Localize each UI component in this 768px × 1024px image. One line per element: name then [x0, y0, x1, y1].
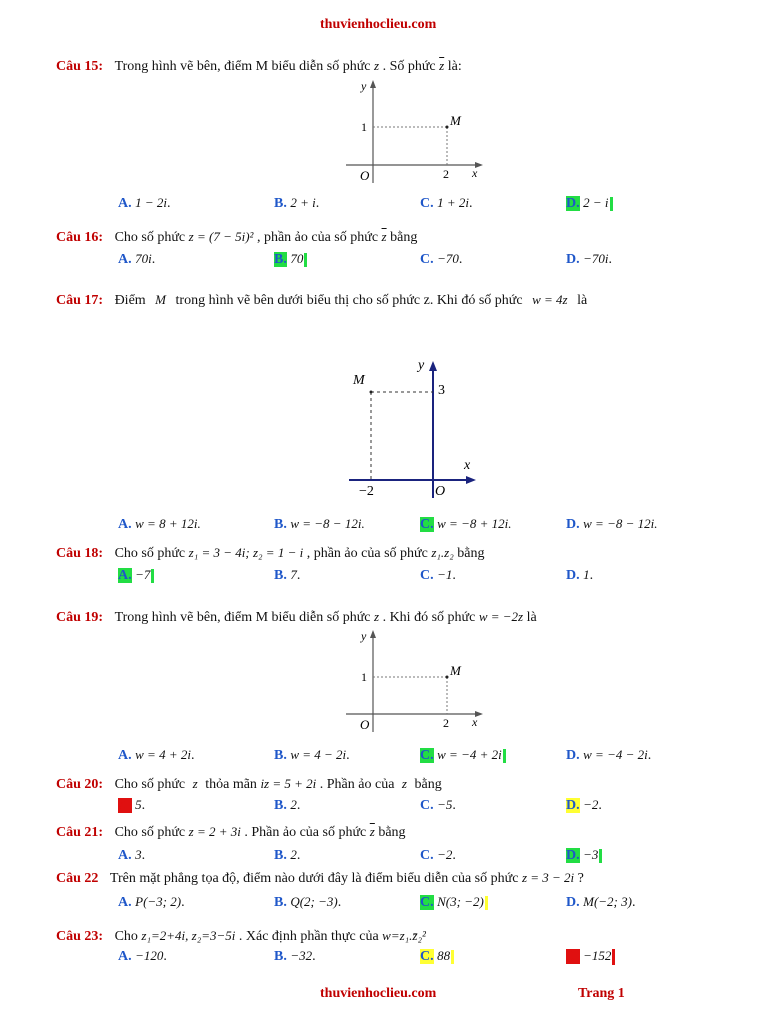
header-site-tld: .com	[407, 17, 437, 32]
question-23	[56, 928, 426, 945]
question-label: Câu 22	[56, 871, 99, 886]
question-text: Cho số phức	[114, 777, 186, 792]
question-text: Cho số phức	[114, 546, 186, 561]
math-expr: z₁.z₂	[431, 545, 454, 560]
math-m: M	[155, 292, 167, 307]
question-text: . Khi đó số phức	[382, 610, 476, 625]
y-axis-arrow	[370, 80, 376, 88]
q19-option-a[interactable]: A. w = 4 + 2i.	[118, 747, 195, 763]
math-expr: w=z₁.z̄₂²	[382, 928, 426, 943]
q15-option-c[interactable]: C. 1 + 2i.	[420, 195, 473, 211]
highlight-mark	[304, 253, 307, 267]
q16-option-c[interactable]: C. −70.	[420, 251, 463, 267]
q15-option-a[interactable]: A. 1 − 2i.	[118, 195, 171, 211]
origin-label: O	[360, 168, 370, 183]
question-text: . Phần ảo của số phức	[244, 825, 367, 840]
header-site-name: thuvienhoclieu	[320, 17, 408, 32]
question-20	[56, 776, 442, 793]
q19-option-b[interactable]: B. w = 4 − 2i.	[274, 747, 350, 763]
math-expr: z = 2 + 3i	[188, 824, 241, 839]
highlight-mark	[451, 950, 454, 964]
y-label: y	[361, 629, 367, 643]
point-m	[446, 676, 449, 679]
question-text: Trong hình vẽ bên, điểm M biểu diễn số phức	[114, 610, 371, 625]
y-axis-arrow	[429, 361, 437, 371]
point-m	[446, 126, 449, 129]
question-22	[56, 870, 584, 887]
q17-option-a[interactable]: A. w = 8 + 12i.	[118, 516, 201, 532]
q23-option-c[interactable]: C. 88	[420, 948, 454, 965]
question-text: ?	[577, 871, 584, 886]
q15-option-d[interactable]: D. 2 − i	[566, 195, 613, 212]
question-text: bằng	[378, 825, 406, 840]
math-z: z	[374, 58, 380, 73]
origin-label: O	[360, 717, 370, 732]
question-text: Điểm	[114, 293, 146, 308]
highlight-mark	[485, 896, 488, 910]
q20-option-b[interactable]: B. 2.	[274, 797, 301, 813]
q22-option-d[interactable]: D. M(−2; 3).	[566, 894, 636, 910]
q23-option-a[interactable]: A. −120.	[118, 948, 167, 964]
question-label: Câu 16:	[56, 230, 104, 245]
graph-q17	[345, 355, 480, 503]
question-label: Câu 20:	[56, 777, 104, 792]
x-axis-arrow	[466, 476, 476, 484]
question-15	[56, 58, 462, 75]
q18-option-c[interactable]: C. −1.	[420, 567, 456, 583]
x-label: x	[472, 715, 478, 729]
math-zbar: $\overline{z}$	[369, 824, 375, 839]
point-m	[370, 391, 373, 394]
question-text: thỏa mãn	[205, 777, 257, 792]
footer-site-name: thuvienhoclieu	[320, 986, 408, 1001]
origin-label: O	[435, 484, 446, 499]
question-text: là:	[447, 59, 462, 74]
y-label: y	[418, 358, 425, 373]
question-label: Câu 18:	[56, 546, 104, 561]
question-text: trong hình vẽ bên dưới biểu thị cho số phức z. Khi đó số phức	[175, 293, 523, 308]
question-text: . Xác định phần thực của	[238, 929, 379, 944]
question-text: Cho số phức	[114, 825, 186, 840]
question-text: Cho	[114, 929, 138, 944]
q22-option-a[interactable]: A. P(−3; 2).	[118, 894, 185, 910]
question-text: là	[577, 293, 588, 308]
point-label-m: M	[353, 373, 365, 388]
highlight-mark	[503, 749, 506, 763]
math-zbar: $\overline{z}$	[439, 58, 445, 73]
highlight-mark	[151, 569, 154, 583]
q20-option-d[interactable]: D. −2.	[566, 797, 602, 813]
graph-q15	[340, 78, 490, 188]
q21-option-d[interactable]: D. −3	[566, 847, 602, 864]
header-site	[320, 17, 436, 33]
math-expr: z₁=2+4i, z₂=3−5i	[141, 928, 236, 943]
footer-site-tld: .com	[407, 986, 437, 1001]
question-19	[56, 609, 537, 626]
tick-label-3: 3	[438, 383, 445, 398]
q21-option-b[interactable]: B. 2.	[274, 847, 301, 863]
question-text: bằng	[414, 777, 442, 792]
math-expr: w = 4z	[532, 292, 568, 307]
question-text: . Số phức	[382, 59, 436, 74]
q17-option-c[interactable]: C. w = −8 + 12i.	[420, 516, 512, 532]
page-number: Trang 1	[578, 986, 625, 1001]
math-expr: z = 3 − 2i	[521, 870, 575, 885]
question-text: . Phần ảo của	[319, 777, 395, 792]
point-label-m: M	[450, 113, 461, 128]
q18-option-d[interactable]: D. 1.	[566, 567, 594, 583]
q20-option-c[interactable]: C. −5.	[420, 797, 456, 813]
math-z: z	[374, 609, 380, 624]
q16-option-a[interactable]: A. 70i.	[118, 251, 156, 267]
q17-option-b[interactable]: B. w = −8 − 12i.	[274, 516, 365, 532]
y-axis-arrow	[370, 630, 376, 638]
graph-q19	[340, 628, 490, 736]
q20-option-a[interactable]: A. 5.	[118, 797, 146, 813]
question-label: Câu 19:	[56, 610, 104, 625]
y-label: y	[361, 79, 367, 93]
question-text: , phần ảo của số phức	[256, 230, 379, 245]
question-text: , phần ảo của số phức	[306, 546, 428, 561]
question-text: Trên mặt phẳng tọa độ, điểm nào dưới đây là điểm biểu diễn của số phức	[109, 871, 519, 886]
x-label: x	[472, 166, 478, 180]
question-label: Câu 17:	[56, 293, 104, 308]
question-label: Câu 23:	[56, 929, 104, 944]
question-label: Câu 15:	[56, 59, 104, 74]
question-text: bằng	[457, 546, 485, 561]
question-text: là	[526, 610, 537, 625]
q21-option-a[interactable]: A. 3.	[118, 847, 146, 863]
question-text: Cho số phức	[114, 230, 186, 245]
question-17	[56, 292, 587, 309]
q21-option-c[interactable]: C. −2.	[420, 847, 456, 863]
question-text: Trong hình vẽ bên, điểm M biểu diễn số phức	[114, 59, 371, 74]
q23-option-d[interactable]: D. −152	[566, 948, 615, 965]
q18-option-b[interactable]: B. 7.	[274, 567, 301, 583]
math-zbar: $\overline{z}$	[381, 229, 387, 244]
q22-option-b[interactable]: B. Q(2; −3).	[274, 894, 342, 910]
question-18	[56, 545, 484, 562]
math-expr: z = (7 − 5i)²	[188, 229, 254, 244]
highlight-mark	[610, 197, 613, 211]
q15-option-b[interactable]: B. 2 + i.	[274, 195, 320, 211]
tick-label-neg2: −2	[359, 484, 374, 499]
highlight-mark	[599, 849, 602, 863]
q17-option-d[interactable]: D. w = −8 − 12i.	[566, 516, 658, 532]
footer-site	[320, 986, 436, 1002]
q19-option-c[interactable]: C. w = −4 + 2i	[420, 747, 506, 764]
tick-label-2: 2	[443, 167, 449, 181]
q22-option-c[interactable]: C. N(3; −2)	[420, 894, 488, 911]
highlight-mark	[612, 949, 615, 965]
x-label: x	[464, 458, 471, 473]
math-expr: z₁ = 3 − 4i; z₂ = 1 − i	[188, 545, 304, 560]
q16-option-b[interactable]: B. 70	[274, 251, 307, 268]
question-label: Câu 21:	[56, 825, 104, 840]
math-expr: iz = 5 + 2i	[260, 776, 317, 791]
q23-option-b[interactable]: B. −32.	[274, 948, 316, 964]
question-21	[56, 824, 406, 841]
question-text: bằng	[390, 230, 418, 245]
math-expr: w = −2z	[478, 609, 524, 624]
q16-option-d[interactable]: D. −70i.	[566, 251, 613, 267]
q18-option-a[interactable]: A. −7	[118, 567, 154, 584]
math-z: z	[401, 776, 407, 791]
tick-label-1: 1	[361, 120, 367, 134]
math-z: z	[192, 776, 198, 791]
q19-option-d[interactable]: D. w = −4 − 2i.	[566, 747, 652, 763]
point-label-m: M	[450, 663, 461, 678]
question-16	[56, 229, 417, 246]
tick-label-2: 2	[443, 716, 449, 730]
tick-label-1: 1	[361, 670, 367, 684]
